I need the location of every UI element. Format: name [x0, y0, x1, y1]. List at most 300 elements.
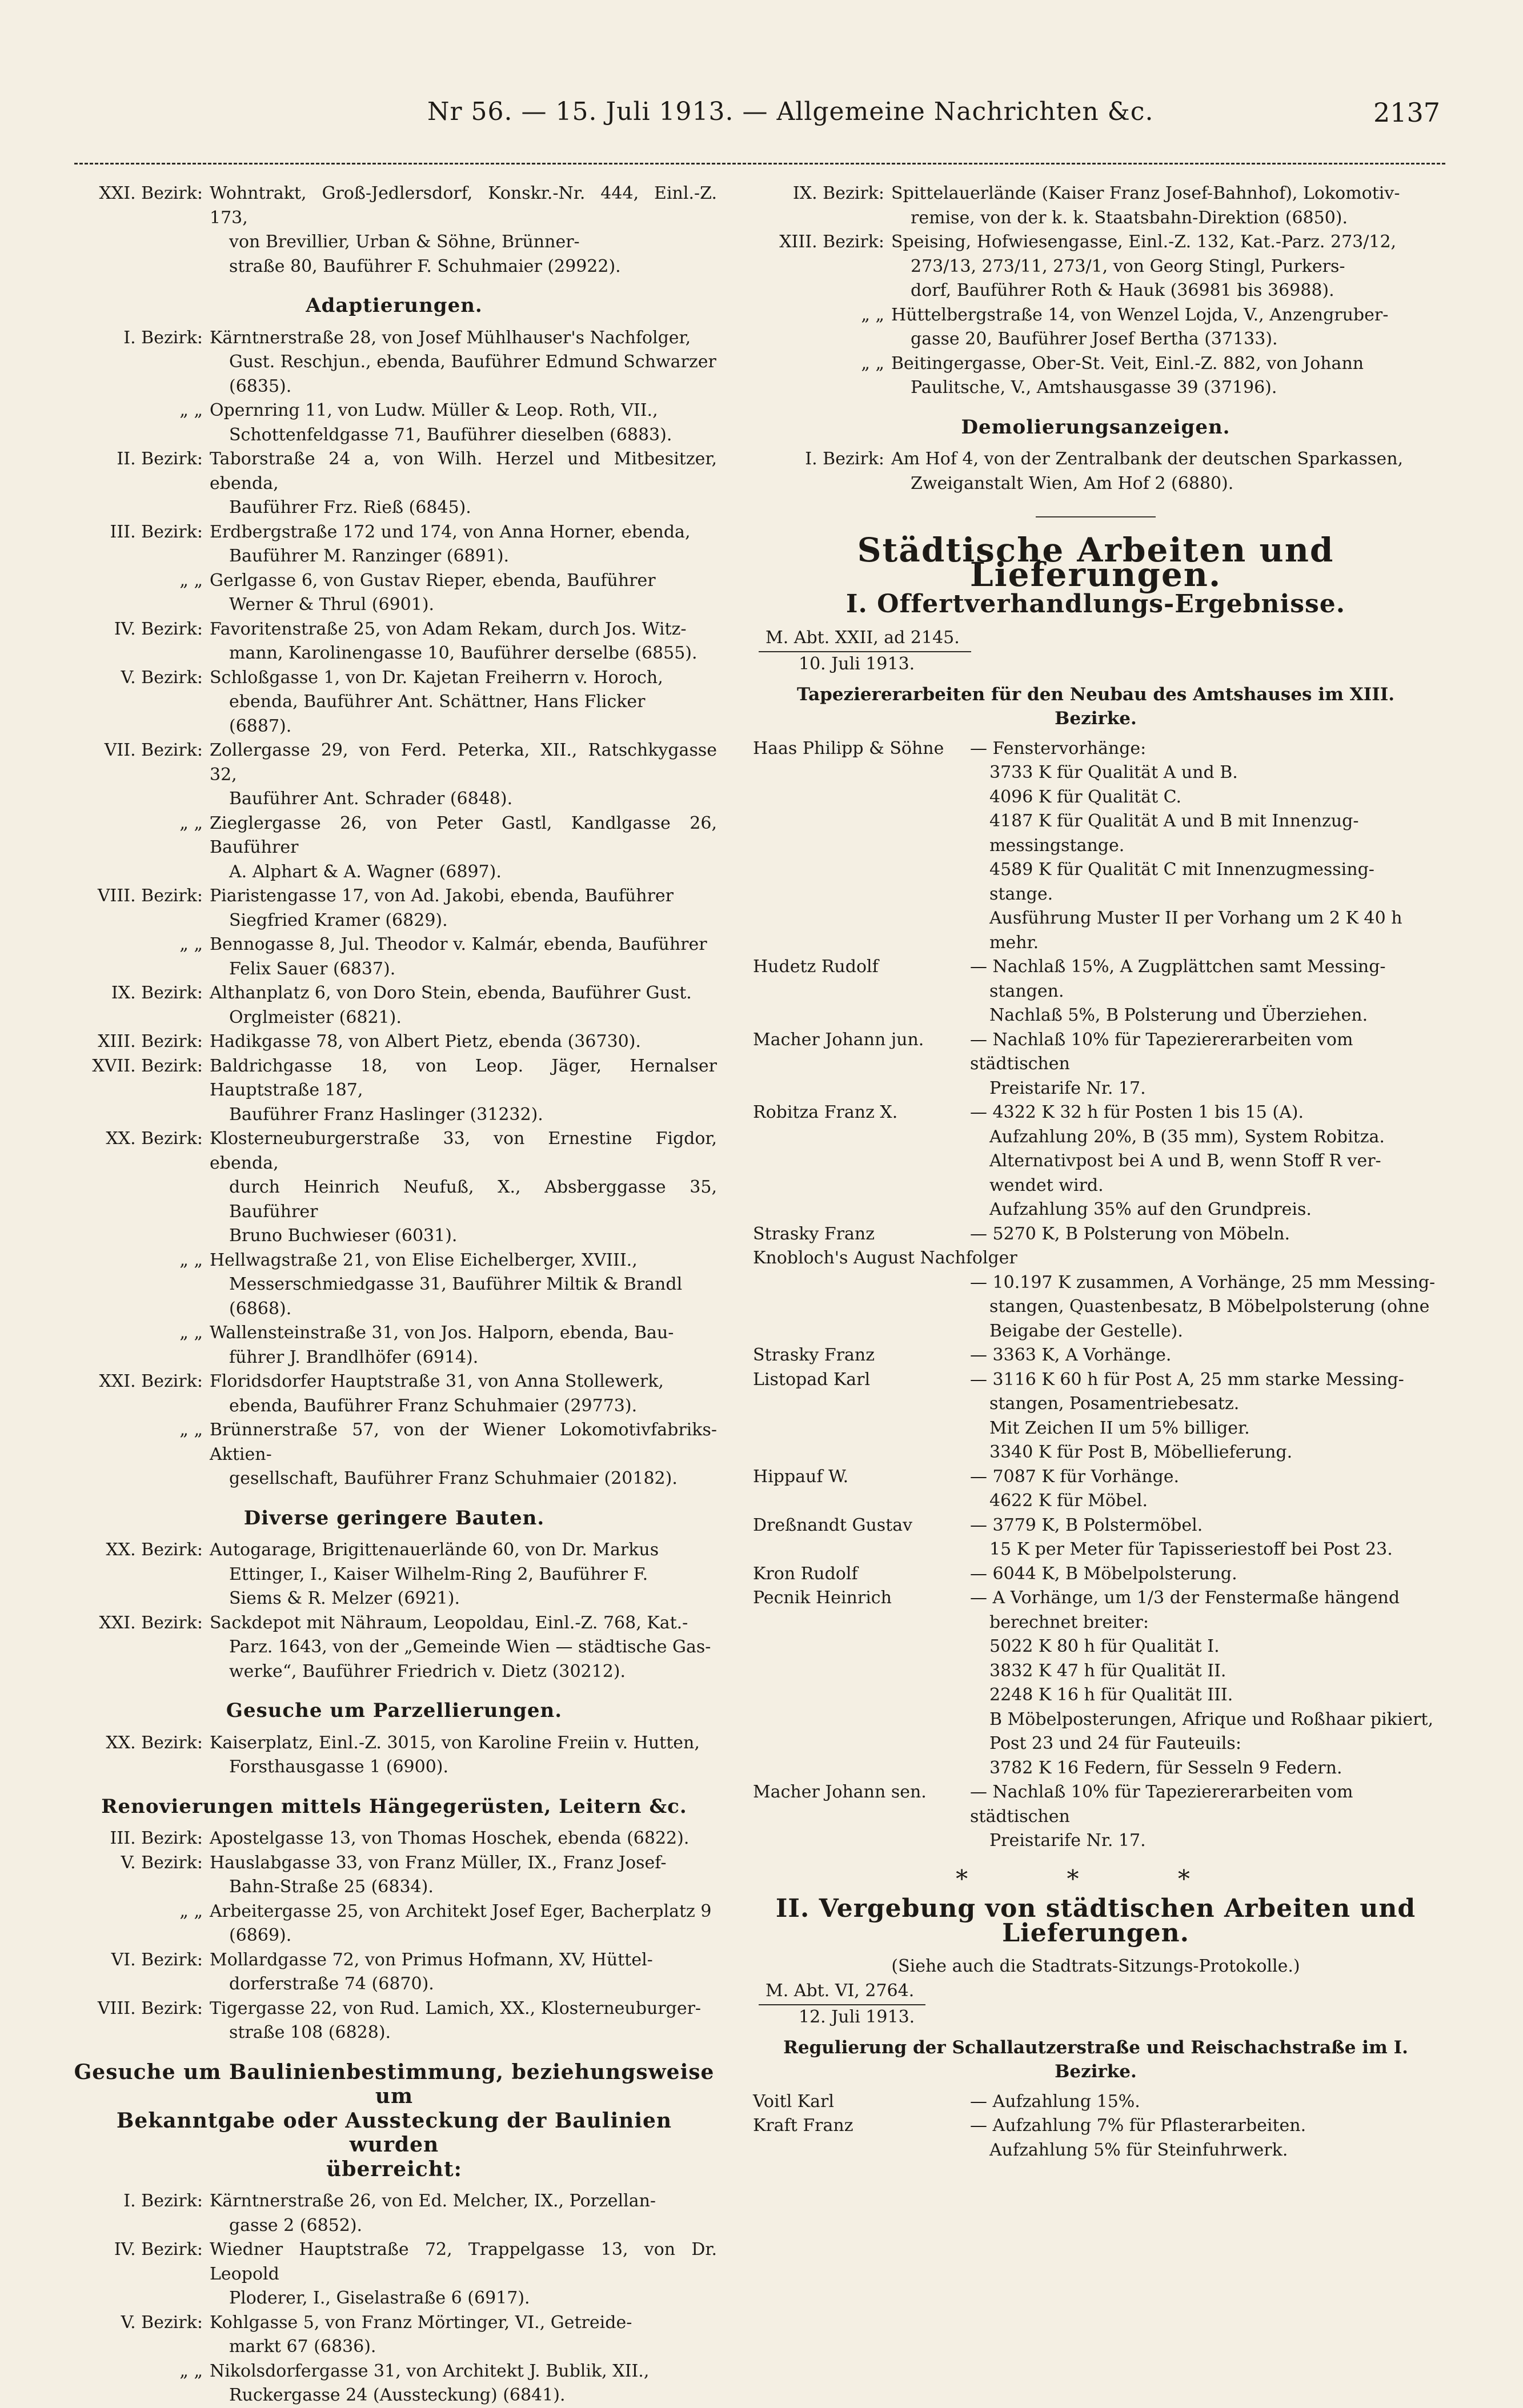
- offer-row: [753, 2114, 1438, 2162]
- entry-line: Ruckergasse 24 (Aussteckung) (6841).: [229, 2385, 566, 2405]
- district-label: IV. Bezirk:: [114, 2240, 203, 2259]
- entry-line: Parz. 1643, von der „Gemeinde Wien — städtische Gas-: [229, 1637, 711, 1657]
- district-label: XXI. Bezirk:: [99, 1371, 203, 1391]
- entry-text: [210, 2359, 717, 2408]
- bid-details: [970, 1028, 1438, 1101]
- entry-line: Beitingergasse, Ober-St. Veit, Einl.-Z. 882, von Johann: [891, 353, 1364, 374]
- entry-text: [210, 617, 717, 666]
- entry-line: Bauführer Frz. Rieß (6845).: [229, 497, 471, 517]
- bid-line: stangen.: [989, 981, 1064, 1001]
- listing-entry: [753, 182, 1438, 230]
- vergebung-title-line: Lieferungen.: [1002, 1918, 1189, 1948]
- bid-line: Post 23 und 24 für Fauteuils:: [989, 1733, 1241, 1753]
- entry-text: [210, 2311, 717, 2359]
- entry-line: ebenda, Bauführer Ant. Schättner, Hans Flicker: [229, 692, 646, 712]
- right-column: [753, 182, 1438, 2162]
- entry-text: [210, 569, 717, 617]
- bid-line: — A Vorhänge, um 1/3 der Fenstermaße hängend: [970, 1588, 1400, 1608]
- listing-entry: [71, 1054, 717, 1127]
- main-section-title: Städtische Arbeiten und Lieferungen.: [857, 531, 1334, 594]
- bidder-name: Strasky Franz: [753, 1345, 875, 1365]
- entry-line: Kärntnerstraße 28, von Josef Mühlhauser's Nachfolger,: [210, 327, 691, 348]
- bid-line: stangen, Quastenbesatz, B Möbelpolsterung (ohne: [989, 1297, 1430, 1317]
- award-list: [753, 2090, 1438, 2163]
- baulinien-title-line: überreicht:: [326, 2157, 462, 2181]
- renovierungen-list: [71, 1827, 717, 2045]
- page-header: [0, 97, 1523, 143]
- entry-line: Arbeitergasse 25, von Architekt Josef Eger, Bacherplatz 9: [210, 1901, 712, 1921]
- entry-text: [891, 182, 1438, 230]
- listing-entry: [753, 230, 1438, 303]
- bidder-name: Macher Johann sen.: [753, 1782, 927, 1802]
- bid-details: [970, 1586, 1438, 1780]
- bid-details: [970, 737, 1438, 761]
- entry-line: Kärntnerstraße 26, von Ed. Melcher, IX., Porzellan-: [210, 2191, 656, 2211]
- entry-text: [891, 352, 1438, 400]
- district-label: I. Bezirk:: [123, 327, 203, 348]
- baulinien-list: [71, 2189, 717, 2408]
- bidder-name: Strasky Franz: [753, 1223, 875, 1244]
- bid-line: — 3779 K, B Polstermöbel.: [970, 1515, 1203, 1535]
- entry-text: [210, 1249, 717, 1322]
- entry-line: Brünnerstraße 57, von der Wiener Lokomotivfabriks-Aktien-: [210, 1420, 717, 1464]
- entry-line: dorf, Bauführer Roth & Hauk (36981 bis 36988).: [911, 280, 1334, 300]
- bid-line: Alternativpost bei A und B, wenn Stoff R ver-: [989, 1151, 1381, 1171]
- bid-line: — 10.197 K zusammen, A Vorhänge, 25 mm Messing-: [970, 1272, 1436, 1293]
- entry-text: [210, 1948, 717, 1997]
- bid-line: — Nachlaß 10% für Tapeziererarbeiten vom städtischen: [970, 1029, 1353, 1074]
- entry-line: Speising, Hofwiesengasse, Einl.-Z. 132, Kat.-Parz. 273/12,: [891, 232, 1397, 252]
- bid-line: Aufzahlung 5% für Steinfuhrwerk.: [989, 2140, 1288, 2160]
- entry-line: Orglmeister (6821).: [229, 1007, 402, 1028]
- bid-line: stangen, Posamentriebesatz.: [989, 1394, 1240, 1414]
- district-label: „ „: [179, 2361, 203, 2381]
- entry-text: [210, 399, 717, 447]
- award-subject: Regulierung der Schallautzerstraße und Reischachstraße im I. Bezirke.: [783, 2037, 1408, 2082]
- entry-line: Am Hof 4, von der Zentralbank der deutschen Sparkassen,: [891, 449, 1404, 469]
- listing-entry: [71, 884, 717, 933]
- bid-line: Aufzahlung 35% auf den Grundpreis.: [989, 1199, 1312, 1219]
- bid-details: [970, 1465, 1438, 1514]
- entry-text: [891, 447, 1438, 496]
- entry-line: Bauführer Franz Haslinger (31232).: [229, 1104, 543, 1125]
- district-label: VIII. Bezirk:: [97, 1998, 203, 2018]
- bid-line: 3340 K für Post B, Möbellieferung.: [989, 1442, 1293, 1462]
- bid-details: [970, 2090, 1438, 2114]
- bid-line: — 7087 K für Vorhänge.: [970, 1466, 1180, 1487]
- listing-entry: [71, 617, 717, 666]
- listing-entry: [71, 2189, 717, 2238]
- entry-line: (6887).: [229, 716, 292, 736]
- entry-line: Hadikgasse 78, von Albert Pietz, ebenda (36730).: [210, 1032, 641, 1052]
- entry-line: A. Alphart & A. Wagner (6897).: [229, 861, 502, 882]
- section-heading-parzellierungen: Gesuche um Parzellierungen.: [226, 1699, 563, 1722]
- bid-details: [970, 955, 1438, 1028]
- bid-line: Preistarife Nr. 17.: [989, 1078, 1146, 1098]
- department-reference: M. Abt. XXII, ad 2145.: [759, 626, 971, 653]
- entry-line: remise, von der k. k. Staatsbahn-Direktion (6850).: [911, 207, 1348, 228]
- entry-line: Hüttelbergstraße 14, von Wenzel Lojda, V., Anzengruber-: [891, 304, 1389, 325]
- entry-text: [891, 230, 1438, 303]
- listing-entry: [753, 447, 1438, 496]
- entry-line: Gust. Reschjun., ebenda, Bauführer Edmund Schwarzer: [229, 352, 716, 372]
- district-label: „ „: [179, 813, 203, 833]
- listing-entry: [71, 1851, 717, 1900]
- header-divider: [74, 163, 1445, 164]
- entry-line: Wiedner Hauptstraße 72, Trappelgasse 13, von Dr. Leopold: [210, 2240, 717, 2284]
- entry-text: [210, 1538, 717, 1611]
- bid-line: — 4322 K 32 h für Posten 1 bis 15 (A).: [970, 1102, 1304, 1122]
- district-label: XX. Bezirk:: [106, 1540, 203, 1560]
- bid-line: 4187 K für Qualität A und B mit Innenzug-: [989, 811, 1359, 831]
- offer-row: [753, 761, 1438, 955]
- bid-line: messingstange.: [989, 835, 1125, 856]
- district-label: XX. Bezirk:: [106, 1732, 203, 1753]
- entry-line: (6869).: [229, 1925, 292, 1945]
- offer-row: [753, 2090, 1438, 2114]
- section-heading-baulinien: [71, 2060, 717, 2182]
- entry-line: (6835).: [229, 376, 292, 396]
- offer-row: [753, 1514, 1438, 1562]
- bid-line: — Nachlaß 10% für Tapeziererarbeiten vom städtischen: [970, 1782, 1353, 1827]
- listing-entry: [71, 520, 717, 569]
- district-label: „ „: [179, 1323, 203, 1343]
- entry-line: Zollergasse 29, von Ferd. Peterka, XII., Ratschkygasse 32,: [210, 740, 717, 785]
- offer-row: [753, 1222, 1438, 1247]
- bid-line: — Fenstervorhänge:: [970, 738, 1147, 758]
- district-label: XVII. Bezirk:: [92, 1055, 203, 1076]
- listing-entry: [71, 1538, 717, 1611]
- bid-line: — 3363 K, A Vorhänge.: [970, 1345, 1172, 1365]
- bidder-name: Robitza Franz X.: [753, 1102, 898, 1122]
- bid-details: [970, 761, 1438, 955]
- entry-text: [210, 1054, 717, 1127]
- entry-text: [210, 447, 717, 520]
- bid-details: [970, 1514, 1438, 1562]
- entry-line: Hauslabgasse 33, von Franz Müller, IX., Franz Josef-: [210, 1852, 667, 1873]
- section-title-offertverhandlung: I. Offertverhandlungs-Ergebnisse.: [845, 589, 1346, 619]
- listing-entry: [71, 1370, 717, 1418]
- entry-line: Zweiganstalt Wien, Am Hof 2 (6880).: [911, 473, 1234, 493]
- bid-details: [970, 1101, 1438, 1222]
- district-label: III. Bezirk:: [110, 1828, 203, 1848]
- entry-text: [210, 1827, 717, 1851]
- entry-line: straße 108 (6828).: [229, 2022, 391, 2042]
- entry-line: gasse 20, Bauführer Josef Bertha (37133).: [911, 329, 1278, 349]
- page-number: 2137: [1373, 97, 1441, 128]
- bid-line: 2248 K 16 h für Qualität III.: [989, 1685, 1233, 1705]
- vergebung-title-line: II. Vergebung von städtischen Arbeiten und: [775, 1894, 1416, 1923]
- entry-line: Spittelauerlände (Kaiser Franz Josef-Bahnhof), Lokomotiv-: [891, 183, 1400, 203]
- listing-entry: [71, 1611, 717, 1684]
- bid-details: [970, 1343, 1438, 1368]
- listing-entry: [71, 933, 717, 981]
- entry-line: Sackdepot mit Nähraum, Leopoldau, Einl.-Z. 768, Kat.-: [210, 1612, 688, 1633]
- bidder-name: Kron Rudolf: [753, 1563, 858, 1584]
- entry-line: Bauführer Ant. Schrader (6848).: [229, 789, 513, 809]
- entry-line: dorferstraße 74 (6870).: [229, 1974, 434, 1994]
- section-divider: [1036, 516, 1156, 517]
- section-title-vergebung: [753, 1894, 1438, 1948]
- entry-line: Autogarage, Brigittenauerlände 60, von Dr. Markus: [210, 1540, 659, 1560]
- listing-entry: [71, 182, 717, 279]
- offer-row: [753, 1246, 1438, 1271]
- diverse-list: [71, 1538, 717, 1684]
- entry-line: gesellschaft, Bauführer Franz Schuhmaier (20182).: [229, 1468, 678, 1488]
- entry-line: Favoritenstraße 25, von Adam Rekam, durch Jos. Witz-: [210, 619, 687, 639]
- entry-text: [210, 326, 717, 399]
- district-label: V. Bezirk:: [121, 2312, 203, 2333]
- entry-line: Mollardgasse 72, von Primus Hofmann, XV, Hüttel-: [210, 1949, 653, 1970]
- bid-line: — Nachlaß 15%, A Zugplättchen samt Messing-: [970, 957, 1386, 977]
- district-label: IV. Bezirk:: [114, 619, 203, 639]
- offer-row: [753, 1780, 1438, 1853]
- entry-text: [210, 1851, 717, 1900]
- bid-line: B Möbelposterungen, Afrique und Roßhaar pikiert,: [989, 1709, 1434, 1729]
- district-label: I. Bezirk:: [123, 2191, 203, 2211]
- tender-subject: Tapeziererarbeiten für den Neubau des Amtshauses im XIII. Bezirke.: [796, 684, 1395, 729]
- date-line: [753, 2005, 1438, 2030]
- bid-line: — 5270 K, B Polsterung von Möbeln.: [970, 1223, 1290, 1244]
- entry-text: [210, 1731, 717, 1780]
- entry-line: Messerschmiedgasse 31, Bauführer Miltik & Brandl: [229, 1274, 683, 1294]
- entry-text: [210, 182, 717, 279]
- reference-line: [753, 626, 1438, 653]
- bid-details: [970, 2114, 1438, 2162]
- bidder-name: Kraft Franz: [753, 2116, 853, 2136]
- entry-line: ebenda, Bauführer Franz Schuhmaier (29773).: [229, 1395, 638, 1416]
- bid-line: Aufzahlung 20%, B (35 mm), System Robitza.: [989, 1126, 1385, 1147]
- reference-line: [753, 1979, 1438, 2006]
- entry-line: Klosterneuburgerstraße 33, von Ernestine Figdor, ebenda,: [210, 1129, 717, 1173]
- listing-entry: [71, 1900, 717, 1948]
- listing-entry: [71, 1127, 717, 1249]
- district-label: I. Bezirk:: [805, 449, 884, 469]
- entry-line: Hellwagstraße 21, von Elise Eichelberger, XVIII.,: [210, 1250, 638, 1270]
- entry-line: straße 80, Bauführer F. Schuhmaier (29922).: [229, 256, 621, 276]
- entry-text: [210, 520, 717, 569]
- entry-line: Forsthausgasse 1 (6900).: [229, 1757, 449, 1777]
- entry-text: [210, 1997, 717, 2045]
- bid-details: [970, 1271, 1438, 1344]
- listing-entry: [71, 2359, 717, 2408]
- left-intro-list: [71, 182, 717, 279]
- bid-line: Preistarife Nr. 17.: [989, 1831, 1146, 1851]
- entry-line: markt 67 (6836).: [229, 2337, 376, 2357]
- bid-line: Nachlaß 5%, B Polsterung und Überziehen.: [989, 1005, 1368, 1025]
- section-heading-diverse: Diverse geringere Bauten.: [243, 1506, 545, 1530]
- bid-line: 3782 K 16 Federn, für Sesseln 9 Federn.: [989, 1757, 1342, 1778]
- entry-text: [210, 1030, 717, 1054]
- bidder-name: Macher Johann jun.: [753, 1029, 924, 1050]
- listing-entry: [71, 447, 717, 520]
- running-title: Nr 56. — 15. Juli 1913. — Allgemeine Nachrichten &c.: [427, 97, 1154, 126]
- bidder-name: Haas Philipp & Söhne: [753, 738, 944, 758]
- entry-text: [210, 739, 717, 812]
- entry-line: werke“, Bauführer Friedrich v. Dietz (30212).: [229, 1661, 626, 1681]
- offer-row: [753, 1028, 1438, 1101]
- entry-line: Kohlgasse 5, von Franz Mörtinger, VI., Getreide-: [210, 2312, 632, 2333]
- reference-date: 12. Juli 1913.: [799, 2007, 915, 2027]
- entry-line: durch Heinrich Neufuß, X., Absberggasse 35, Bauführer: [229, 1177, 717, 1222]
- bid-line: 3832 K 47 h für Qualität II.: [989, 1660, 1227, 1681]
- entry-line: Bauführer M. Ranzinger (6891).: [229, 546, 510, 566]
- district-label: XIII. Bezirk:: [779, 232, 884, 252]
- demolierung-list: [753, 447, 1438, 496]
- bid-line: Ausführung Muster II per Vorhang um 2 K 40 h: [989, 908, 1402, 928]
- bid-line: stange.: [989, 884, 1053, 904]
- entry-line: Bahn-Straße 25 (6834).: [229, 1877, 434, 1897]
- listing-entry: [71, 812, 717, 885]
- listing-entry: [71, 1249, 717, 1322]
- entry-line: Floridsdorfer Hauptstraße 31, von Anna Stollewerk,: [210, 1371, 664, 1391]
- entry-line: Schottenfeldgasse 71, Bauführer dieselben (6883).: [229, 424, 672, 445]
- bidder-name: Dreßnandt Gustav: [753, 1515, 913, 1535]
- district-label: II. Bezirk:: [117, 449, 203, 469]
- bid-line: 4096 K für Qualität C.: [989, 786, 1182, 807]
- entry-line: mann, Karolinengasse 10, Bauführer derselbe (6855).: [229, 643, 698, 663]
- left-column: [71, 182, 717, 2408]
- entry-line: Bennogasse 8, Jul. Theodor v. Kalmár, ebenda, Bauführer: [210, 934, 707, 954]
- adaptierungen-list: [71, 326, 717, 1491]
- district-label: „ „: [179, 1250, 203, 1270]
- section-heading-adaptierungen: Adaptierungen.: [306, 294, 483, 317]
- entry-text: [210, 1127, 717, 1249]
- entry-text: [210, 884, 717, 933]
- entry-line: führer J. Brandlhöfer (6914).: [229, 1347, 479, 1367]
- offer-row: [753, 1271, 1438, 1344]
- district-label: „ „: [179, 570, 203, 591]
- entry-text: [210, 1900, 717, 1948]
- entry-line: von Brevillier, Urban & Söhne, Brünner-: [229, 232, 580, 252]
- entry-text: [210, 981, 717, 1030]
- district-label: XXI. Bezirk:: [99, 1612, 203, 1633]
- listing-entry: [71, 1321, 717, 1370]
- district-label: VIII. Bezirk:: [97, 886, 203, 906]
- section-heading-demolierung: Demolierungsanzeigen.: [961, 415, 1231, 439]
- district-label: „ „: [179, 400, 203, 420]
- bid-line: — Aufzahlung 7% für Pflasterarbeiten.: [970, 2116, 1306, 2136]
- entry-text: [210, 1611, 717, 1684]
- entry-line: (6868).: [229, 1298, 292, 1319]
- bid-line: — 3116 K 60 h für Post A, 25 mm starke Messing-: [970, 1369, 1404, 1390]
- entry-text: [210, 1321, 717, 1370]
- entry-line: Ettinger, I., Kaiser Wilhelm-Ring 2, Bauführer F.: [229, 1564, 648, 1584]
- baulinien-title-line: Bekanntgabe oder Aussteckung der Baulinien wurden: [116, 2108, 672, 2157]
- entry-line: Piaristengasse 17, von Ad. Jakobi, ebenda, Bauführer: [210, 886, 674, 906]
- district-label: IX. Bezirk:: [111, 983, 203, 1003]
- bid-line: Beigabe der Gestelle).: [989, 1321, 1183, 1341]
- cross-reference-note: (Siehe auch die Stadtrats-Sitzungs-Protokolle.): [891, 1956, 1300, 1976]
- bid-line: 4622 K für Möbel.: [989, 1491, 1148, 1511]
- offer-list: [753, 737, 1438, 1853]
- bid-line: — Aufzahlung 15%.: [970, 2091, 1140, 2112]
- listing-entry: [71, 326, 717, 399]
- parzellierungen-list: [71, 1731, 717, 1780]
- bidder-name: Knobloch's August Nachfolger: [753, 1248, 1017, 1268]
- offer-row: [753, 1586, 1438, 1780]
- district-label: „ „: [179, 1420, 203, 1440]
- entry-line: Siegfried Kramer (6829).: [229, 910, 448, 930]
- date-line: [753, 652, 1438, 677]
- entry-text: [210, 666, 717, 739]
- offer-row: [753, 737, 1438, 761]
- listing-entry: [71, 739, 717, 812]
- district-label: „ „: [179, 934, 203, 954]
- entry-line: Wohntrakt, Groß-Jedlersdorf, Konskr.-Nr. 444, Einl.-Z. 173,: [210, 183, 717, 228]
- entry-line: Gerlgasse 6, von Gustav Rieper, ebenda, Bauführer: [210, 570, 656, 591]
- district-label: XXI. Bezirk:: [99, 183, 203, 203]
- entry-line: Nikolsdorfergasse 31, von Architekt J. Bublik, XII.,: [210, 2361, 650, 2381]
- listing-entry: [71, 981, 717, 1030]
- section-stars: * * *: [956, 1864, 1236, 1893]
- entry-text: [210, 1418, 717, 1491]
- bid-line: mehr.: [989, 932, 1039, 953]
- bid-details: [970, 1368, 1438, 1465]
- listing-entry: [71, 1948, 717, 1997]
- listing-entry: [71, 2311, 717, 2359]
- entry-line: 273/13, 273/11, 273/1, von Georg Stingl, Purkers-: [911, 256, 1345, 276]
- bidder-name: Hippauf W.: [753, 1466, 849, 1487]
- entry-line: Althanplatz 6, von Doro Stein, ebenda, Bauführer Gust.: [210, 983, 692, 1003]
- district-label: XIII. Bezirk:: [98, 1032, 203, 1052]
- district-label: IX. Bezirk:: [792, 183, 884, 203]
- district-label: III. Bezirk:: [110, 521, 203, 542]
- entry-line: Bruno Buchwieser (6031).: [229, 1226, 458, 1246]
- entry-line: Taborstraße 24 a, von Wilh. Herzel und Mitbesitzer, ebenda,: [210, 449, 717, 493]
- offer-row: [753, 1562, 1438, 1587]
- listing-entry: [71, 1731, 717, 1780]
- bid-details: [970, 1222, 1438, 1247]
- offer-row: [753, 955, 1438, 1028]
- entry-line: Schloßgasse 1, von Dr. Kajetan Freiherrn v. Horoch,: [210, 667, 663, 688]
- listing-entry: [71, 1827, 717, 1851]
- offer-row: [753, 1101, 1438, 1222]
- listing-entry: [71, 1997, 717, 2045]
- entry-line: Baldrichgasse 18, von Leop. Jäger, Hernalser Hauptstraße 187,: [210, 1055, 717, 1100]
- listing-entry: [71, 399, 717, 447]
- entry-text: [210, 933, 717, 981]
- listing-entry: [71, 2238, 717, 2311]
- bid-line: 5022 K 80 h für Qualität I.: [989, 1636, 1220, 1656]
- entry-text: [891, 303, 1438, 352]
- bid-line: 15 K per Meter für Tapisseriestoff bei Post 23.: [989, 1539, 1393, 1559]
- offer-row: [753, 1368, 1438, 1465]
- listing-entry: [753, 303, 1438, 352]
- entry-text: [210, 2189, 717, 2238]
- bid-details: [970, 1562, 1438, 1587]
- bid-line: berechnet breiter:: [989, 1612, 1149, 1632]
- listing-entry: [71, 666, 717, 739]
- district-label: VII. Bezirk:: [104, 740, 203, 760]
- bid-line: Mit Zeichen II um 5% billiger.: [989, 1418, 1250, 1438]
- entry-text: [210, 2238, 717, 2311]
- department-reference: M. Abt. VI, 2764.: [759, 1979, 925, 2006]
- bidder-name: Listopad Karl: [753, 1369, 871, 1390]
- entry-line: Kaiserplatz, Einl.-Z. 3015, von Karoline Freiin v. Hutten,: [210, 1732, 700, 1753]
- bid-line: 4589 K für Qualität C mit Innenzugmessing-: [989, 860, 1374, 880]
- bidder-name: Pecnik Heinrich: [753, 1588, 892, 1608]
- district-label: V. Bezirk:: [121, 667, 203, 688]
- entry-line: Zieglergasse 26, von Peter Gastl, Kandlgasse 26, Bauführer: [210, 813, 717, 857]
- offer-row: [753, 1343, 1438, 1368]
- district-label: „ „: [179, 1901, 203, 1921]
- entry-line: Siems & R. Melzer (6921).: [229, 1588, 460, 1608]
- district-label: V. Bezirk:: [121, 1852, 203, 1873]
- bid-line: wendet wird.: [989, 1175, 1104, 1195]
- offer-row: [753, 1465, 1438, 1514]
- entry-text: [210, 1370, 717, 1418]
